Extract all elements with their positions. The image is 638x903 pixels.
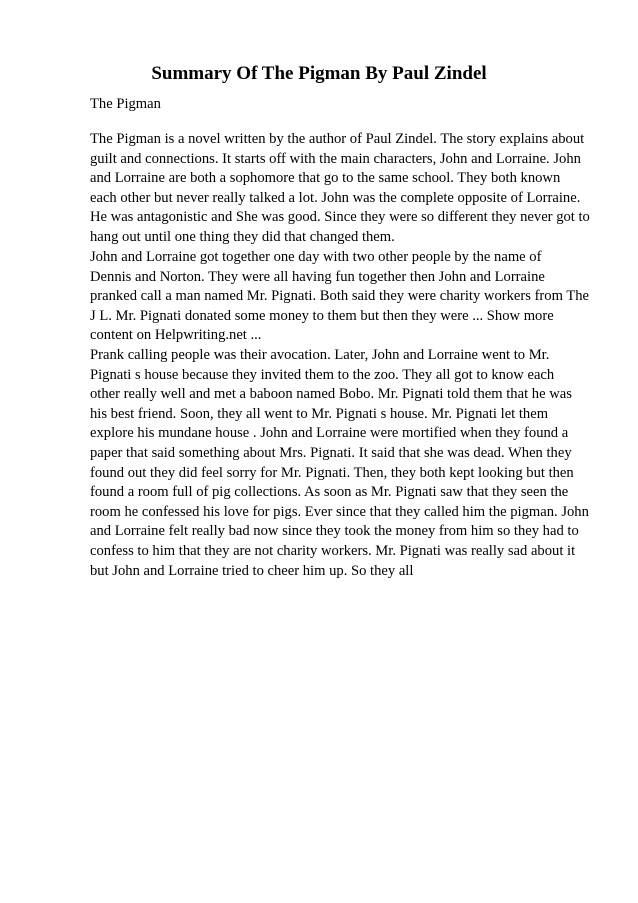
text-line: room he confessed his love for pigs. Ever since that they called him the pigman. John [90,503,589,520]
text-line: J L. Mr. Pignati donated some money to them but then they were ... Show more [90,307,554,324]
text-line: Pignati s house because they invited them to the zoo. They all got to know each [90,366,555,383]
paragraph-1 [90,130,595,248]
document-title: Summary Of The Pigman By Paul Zindel [151,63,487,84]
text-line: explore his mundane house . John and Lorraine were mortified when they found a [90,425,569,442]
text-line: confess to him that they are not charity workers. Mr. Pignati was really sad about it [90,542,576,559]
text-line: Prank calling people was their avocation. Later, John and Lorraine went to Mr. [90,346,550,363]
text-line: other really well and met a baboon named Bobo. Mr. Pignati told them that he was [90,386,572,403]
text-line: and Lorraine are both a sophomore that go to the same school. They both known [90,170,561,187]
document-subtitle: The Pigman [90,96,161,112]
text-line: found out they did feel sorry for Mr. Pignati. Then, they both kept looking but then [90,464,574,481]
text-line: and Lorraine felt really bad now since they took the money from him so they had to [90,523,579,540]
text-line: content on Helpwriting.net ... [90,327,262,344]
text-line: his best friend. Soon, they all went to Mr. Pignati s house. Mr. Pignati let them [90,405,549,422]
text-line: hang out until one thing they did that changed them. [90,228,395,245]
text-line: paper that said something about Mrs. Pignati. It said that she was dead. When they [90,444,572,461]
text-line: guilt and connections. It starts off with the main characters, John and Lorraine. John [90,150,581,167]
text-line: found a room full of pig collections. As soon as Mr. Pignati saw that they seen the [90,484,569,501]
text-line: He was antagonistic and She was good. Since they were so different they never got to [90,209,590,226]
paragraph-2 [90,248,595,581]
text-line: each other but never really talked a lot. John was the complete opposite of Lorraine. [90,189,581,206]
text-line: but John and Lorraine tried to cheer him up. So they all [90,562,414,579]
text-line: The Pigman is a novel written by the author of Paul Zindel. The story explains about [90,131,585,147]
text-line: Dennis and Norton. They were all having fun together then John and Lorraine [90,268,545,285]
text-line: John and Lorraine got together one day with two other people by the name of [90,249,542,265]
text-line: pranked call a man named Mr. Pignati. Both said they were charity workers from The [90,288,590,305]
